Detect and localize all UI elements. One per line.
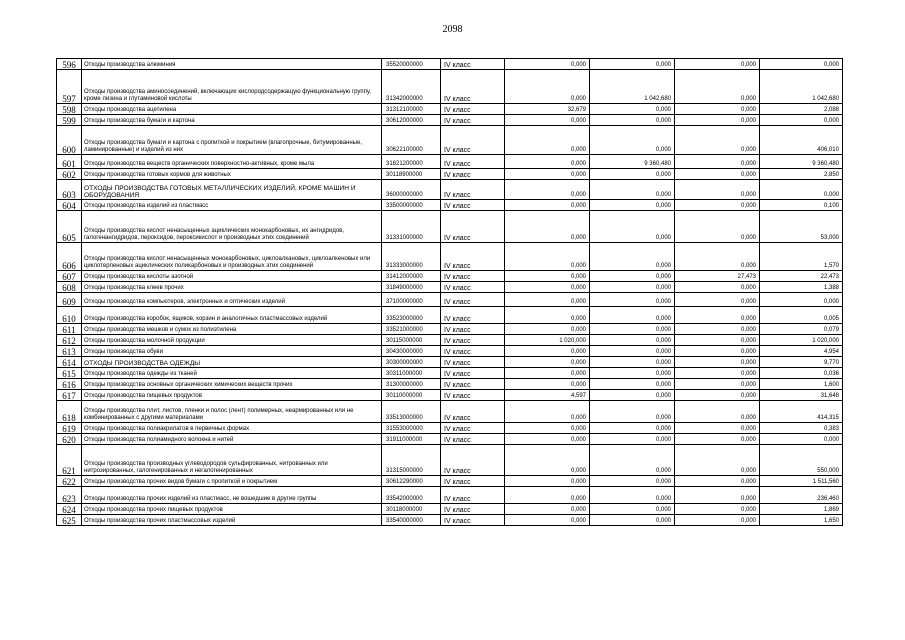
value-2: 0,000 — [590, 324, 675, 335]
value-3: 0,000 — [675, 59, 760, 70]
waste-code: 31553000000 — [382, 423, 441, 434]
waste-name: Отходы производства изделий из пластмасс — [82, 200, 382, 211]
value-3: 0,000 — [675, 211, 760, 243]
value-4: 0,000 — [760, 434, 843, 445]
table-row — [57, 115, 843, 126]
value-2: 0,000 — [590, 200, 675, 211]
value-3: 0,000 — [675, 243, 760, 271]
value-4: 2,088 — [760, 104, 843, 115]
waste-name: Отходы производства производных углеводородов сульфированных, нитрованных или нитрозированных, галогенированных и негалогенированных — [82, 445, 382, 476]
waste-code: 31849000000 — [382, 282, 441, 293]
value-1: 0,000 — [505, 346, 590, 357]
value-4: 0,000 — [760, 293, 843, 307]
value-4: 1 042,680 — [760, 70, 843, 104]
waste-name: ОТХОДЫ ПРОИЗВОДСТВА ОДЕЖДЫ — [82, 357, 382, 368]
hazard-class: IV класс — [441, 335, 505, 346]
row-number: 618 — [57, 401, 82, 423]
waste-name: Отходы производства прочих пищевых продуктов — [82, 504, 382, 515]
hazard-class: IV класс — [441, 155, 505, 169]
value-4: 414,315 — [760, 401, 843, 423]
value-3: 0,000 — [675, 180, 760, 200]
value-3: 27,473 — [675, 271, 760, 282]
row-number: 622 — [57, 476, 82, 487]
hazard-class: IV класс — [441, 434, 505, 445]
waste-name: Отходы производства алюминия — [82, 59, 382, 70]
waste-code: 36000000000 — [382, 180, 441, 200]
value-4: 0,383 — [760, 423, 843, 434]
table-row — [57, 346, 843, 357]
row-number: 599 — [57, 115, 82, 126]
value-2: 0,000 — [590, 104, 675, 115]
hazard-class: IV класс — [441, 379, 505, 390]
table-row — [57, 104, 843, 115]
value-4: 1,869 — [760, 504, 843, 515]
value-3: 0,000 — [675, 504, 760, 515]
waste-name: Отходы производства клеев прочих — [82, 282, 382, 293]
table-row — [57, 390, 843, 401]
waste-code: 30612290000 — [382, 476, 441, 487]
waste-name: Отходы производства пищевых продуктов — [82, 390, 382, 401]
hazard-class: IV класс — [441, 515, 505, 526]
row-number: 596 — [57, 59, 82, 70]
value-1: 1 020,000 — [505, 335, 590, 346]
hazard-class: IV класс — [441, 126, 505, 155]
value-3: 0,000 — [675, 423, 760, 434]
hazard-class: IV класс — [441, 504, 505, 515]
value-1: 0,000 — [505, 200, 590, 211]
table-row — [57, 70, 843, 104]
waste-name: Отходы производства бумаги и картона с пропиткой и покрытием (влагопрочные, битумированные, ламинированные) и изделий из них — [82, 126, 382, 155]
value-4: 22,473 — [760, 271, 843, 282]
waste-code: 31821200000 — [382, 155, 441, 169]
value-1: 0,000 — [505, 169, 590, 180]
waste-code: 30622100000 — [382, 126, 441, 155]
hazard-class: IV класс — [441, 169, 505, 180]
value-1: 0,000 — [505, 180, 590, 200]
value-2: 0,000 — [590, 476, 675, 487]
waste-name: Отходы производства прочих изделий из пластмасс, не вошедшие в другие группы — [82, 487, 382, 504]
value-4: 1,388 — [760, 282, 843, 293]
waste-code: 37100000000 — [382, 293, 441, 307]
value-1: 0,000 — [505, 487, 590, 504]
waste-name: Отходы производства кислот ненасыщенных ациклических монокарбоновых, их ангидридов, галогенангидридов, пероксидов, пероксикислот и производных этих соединений — [82, 211, 382, 243]
value-2: 0,000 — [590, 293, 675, 307]
table-row — [57, 293, 843, 307]
row-number: 613 — [57, 346, 82, 357]
value-1: 0,000 — [505, 368, 590, 379]
value-1: 0,000 — [505, 70, 590, 104]
row-number: 617 — [57, 390, 82, 401]
hazard-class: IV класс — [441, 307, 505, 324]
value-4: 4,954 — [760, 346, 843, 357]
value-2: 0,000 — [590, 180, 675, 200]
row-number: 610 — [57, 307, 82, 324]
value-4: 1,600 — [760, 379, 843, 390]
value-3: 0,000 — [675, 390, 760, 401]
value-2: 0,000 — [590, 307, 675, 324]
value-4: 550,000 — [760, 445, 843, 476]
table-row — [57, 243, 843, 271]
row-number: 608 — [57, 282, 82, 293]
hazard-class: IV класс — [441, 180, 505, 200]
table-row — [57, 155, 843, 169]
value-4: 9 360,480 — [760, 155, 843, 169]
value-1: 0,000 — [505, 155, 590, 169]
row-number: 605 — [57, 211, 82, 243]
table-row — [57, 282, 843, 293]
row-number: 625 — [57, 515, 82, 526]
value-1: 0,000 — [505, 282, 590, 293]
value-3: 0,000 — [675, 282, 760, 293]
table-body — [57, 59, 843, 526]
table-row — [57, 487, 843, 504]
waste-code: 31333000000 — [382, 243, 441, 271]
value-3: 0,000 — [675, 346, 760, 357]
waste-name: Отходы производства одежды из тканей — [82, 368, 382, 379]
row-number: 601 — [57, 155, 82, 169]
waste-code: 31300000000 — [382, 379, 441, 390]
waste-name: Отходы производства ацетилена — [82, 104, 382, 115]
row-number: 597 — [57, 70, 82, 104]
row-number: 609 — [57, 293, 82, 307]
waste-code: 30118900000 — [382, 169, 441, 180]
waste-name: Отходы производства молочной продукции — [82, 335, 382, 346]
value-2: 9 360,480 — [590, 155, 675, 169]
value-2: 0,000 — [590, 487, 675, 504]
hazard-class: IV класс — [441, 282, 505, 293]
value-4: 0,000 — [760, 115, 843, 126]
value-3: 0,000 — [675, 515, 760, 526]
hazard-class: IV класс — [441, 476, 505, 487]
value-4: 9,770 — [760, 357, 843, 368]
waste-name: Отходы производства прочих пластмассовых изделий — [82, 515, 382, 526]
table-row — [57, 324, 843, 335]
waste-code: 30430000000 — [382, 346, 441, 357]
waste-name: Отходы производства плит, листов, пленки и полос (лент) полимерных, неармированных или не комбинированных с другими материалами — [82, 401, 382, 423]
table-row — [57, 445, 843, 476]
table-row — [57, 335, 843, 346]
row-number: 602 — [57, 169, 82, 180]
value-4: 0,036 — [760, 368, 843, 379]
value-2: 0,000 — [590, 357, 675, 368]
value-1: 0,000 — [505, 357, 590, 368]
value-1: 32,679 — [505, 104, 590, 115]
waste-code: 31911000000 — [382, 434, 441, 445]
hazard-class: IV класс — [441, 243, 505, 271]
waste-name: Отходы производства компьютеров, электронных и оптических изделий — [82, 293, 382, 307]
value-2: 0,000 — [590, 243, 675, 271]
hazard-class: IV класс — [441, 357, 505, 368]
row-number: 606 — [57, 243, 82, 271]
value-3: 0,000 — [675, 434, 760, 445]
value-2: 0,000 — [590, 169, 675, 180]
waste-code: 30311000000 — [382, 368, 441, 379]
row-number: 616 — [57, 379, 82, 390]
value-4: 0,000 — [760, 180, 843, 200]
row-number: 598 — [57, 104, 82, 115]
row-number: 621 — [57, 445, 82, 476]
value-1: 0,000 — [505, 115, 590, 126]
value-4: 1 020,000 — [760, 335, 843, 346]
hazard-class: IV класс — [441, 104, 505, 115]
value-3: 0,000 — [675, 70, 760, 104]
value-2: 0,000 — [590, 434, 675, 445]
row-number: 615 — [57, 368, 82, 379]
value-4: 1 511,560 — [760, 476, 843, 487]
table-row — [57, 59, 843, 70]
value-4: 0,005 — [760, 307, 843, 324]
value-4: 53,000 — [760, 211, 843, 243]
hazard-class: IV класс — [441, 401, 505, 423]
waste-name: Отходы производства аминосоединений, включающих кислородсодержащую функциональную группу, кроме лизина и глутаминовой кислоты — [82, 70, 382, 104]
value-2: 0,000 — [590, 59, 675, 70]
hazard-class: IV класс — [441, 115, 505, 126]
hazard-class: IV класс — [441, 70, 505, 104]
hazard-class: IV класс — [441, 271, 505, 282]
waste-name: Отходы производства прочих видов бумаги с пропиткой и покрытием — [82, 476, 382, 487]
value-3: 0,000 — [675, 200, 760, 211]
page-number: 2098 — [442, 24, 463, 35]
waste-code: 33500000000 — [382, 200, 441, 211]
value-2: 0,000 — [590, 115, 675, 126]
row-number: 607 — [57, 271, 82, 282]
value-2: 0,000 — [590, 423, 675, 434]
row-number: 624 — [57, 504, 82, 515]
waste-code: 30612000000 — [382, 115, 441, 126]
waste-code: 31412000000 — [382, 271, 441, 282]
waste-code: 35520000000 — [382, 59, 441, 70]
hazard-class: IV класс — [441, 293, 505, 307]
value-2: 1 042,680 — [590, 70, 675, 104]
value-2: 0,000 — [590, 379, 675, 390]
value-1: 4,597 — [505, 390, 590, 401]
table-row — [57, 180, 843, 200]
table-row — [57, 357, 843, 368]
waste-name: Отходы производства готовых кормов для животных — [82, 169, 382, 180]
value-3: 0,000 — [675, 324, 760, 335]
value-4: 1,650 — [760, 515, 843, 526]
waste-name: Отходы производства коробок, ящиков, корзин и аналогичных пластмассовых изделий — [82, 307, 382, 324]
hazard-class: IV класс — [441, 445, 505, 476]
waste-name: Отходы производства кислоты азотной — [82, 271, 382, 282]
table-row — [57, 423, 843, 434]
waste-name: ОТХОДЫ ПРОИЗВОДСТВА ГОТОВЫХ МЕТАЛЛИЧЕСКИХ ИЗДЕЛИЙ, КРОМЕ МАШИН И ОБОРУДОВАНИЯ — [82, 180, 382, 200]
row-number: 619 — [57, 423, 82, 434]
table-row — [57, 200, 843, 211]
value-2: 0,000 — [590, 445, 675, 476]
table-row — [57, 271, 843, 282]
table-row — [57, 476, 843, 487]
value-4: 2,850 — [760, 169, 843, 180]
value-4: 0,079 — [760, 324, 843, 335]
value-2: 0,000 — [590, 515, 675, 526]
waste-code: 31331000000 — [382, 211, 441, 243]
hazard-class: IV класс — [441, 324, 505, 335]
waste-name: Отходы производства обуви — [82, 346, 382, 357]
hazard-class: IV класс — [441, 346, 505, 357]
waste-code: 33542000000 — [382, 487, 441, 504]
value-3: 0,000 — [675, 357, 760, 368]
waste-table — [56, 58, 843, 526]
table-row — [57, 169, 843, 180]
hazard-class: IV класс — [441, 390, 505, 401]
table-row — [57, 379, 843, 390]
value-3: 0,000 — [675, 335, 760, 346]
value-4: 236,460 — [760, 487, 843, 504]
value-1: 0,000 — [505, 211, 590, 243]
value-3: 0,000 — [675, 368, 760, 379]
value-3: 0,000 — [675, 487, 760, 504]
waste-name: Отходы производства полиамидного волокна и нитей — [82, 434, 382, 445]
value-4: 31,648 — [760, 390, 843, 401]
waste-code: 33513000000 — [382, 401, 441, 423]
value-3: 0,000 — [675, 476, 760, 487]
value-2: 0,000 — [590, 335, 675, 346]
waste-name: Отходы производства веществ органических поверхностно-активных, кроме мыла — [82, 155, 382, 169]
table-row — [57, 368, 843, 379]
waste-code: 31315000000 — [382, 445, 441, 476]
value-1: 0,000 — [505, 293, 590, 307]
value-1: 0,000 — [505, 504, 590, 515]
waste-code: 30300000000 — [382, 357, 441, 368]
value-3: 0,000 — [675, 155, 760, 169]
value-3: 0,000 — [675, 126, 760, 155]
hazard-class: IV класс — [441, 368, 505, 379]
row-number: 611 — [57, 324, 82, 335]
waste-code: 31312100000 — [382, 104, 441, 115]
table-row — [57, 211, 843, 243]
waste-code: 30118000000 — [382, 504, 441, 515]
value-4: 406,010 — [760, 126, 843, 155]
value-3: 0,000 — [675, 379, 760, 390]
table-row — [57, 504, 843, 515]
value-1: 0,000 — [505, 476, 590, 487]
value-2: 0,000 — [590, 368, 675, 379]
value-3: 0,000 — [675, 293, 760, 307]
value-1: 0,000 — [505, 243, 590, 271]
value-2: 0,000 — [590, 211, 675, 243]
waste-code: 31342000000 — [382, 70, 441, 104]
waste-code: 30115000000 — [382, 335, 441, 346]
value-3: 0,000 — [675, 401, 760, 423]
value-2: 0,000 — [590, 401, 675, 423]
value-4: 1,570 — [760, 243, 843, 271]
waste-code: 33523000000 — [382, 307, 441, 324]
value-4: 0,100 — [760, 200, 843, 211]
value-2: 0,000 — [590, 390, 675, 401]
row-number: 623 — [57, 487, 82, 504]
hazard-class: IV класс — [441, 59, 505, 70]
hazard-class: IV класс — [441, 487, 505, 504]
value-3: 0,000 — [675, 115, 760, 126]
table-row — [57, 515, 843, 526]
value-3: 0,000 — [675, 307, 760, 324]
row-number: 604 — [57, 200, 82, 211]
value-1: 0,000 — [505, 307, 590, 324]
hazard-class: IV класс — [441, 200, 505, 211]
table-row — [57, 434, 843, 445]
table-row — [57, 126, 843, 155]
value-4: 0,000 — [760, 59, 843, 70]
value-2: 0,000 — [590, 271, 675, 282]
value-1: 0,000 — [505, 379, 590, 390]
row-number: 600 — [57, 126, 82, 155]
value-1: 0,000 — [505, 59, 590, 70]
value-2: 0,000 — [590, 282, 675, 293]
value-1: 0,000 — [505, 126, 590, 155]
table-row — [57, 307, 843, 324]
value-3: 0,000 — [675, 104, 760, 115]
value-3: 0,000 — [675, 445, 760, 476]
value-1: 0,000 — [505, 423, 590, 434]
waste-name: Отходы производства основных органических химических веществ прочих — [82, 379, 382, 390]
value-1: 0,000 — [505, 445, 590, 476]
value-3: 0,000 — [675, 169, 760, 180]
value-1: 0,000 — [505, 515, 590, 526]
waste-name: Отходы производства мешков и сумок из полиэтилена — [82, 324, 382, 335]
value-1: 0,000 — [505, 401, 590, 423]
waste-name: Отходы производства полиакрилатов в первичных формах — [82, 423, 382, 434]
row-number: 612 — [57, 335, 82, 346]
value-2: 0,000 — [590, 346, 675, 357]
hazard-class: IV класс — [441, 423, 505, 434]
row-number: 603 — [57, 180, 82, 200]
value-1: 0,000 — [505, 324, 590, 335]
waste-name: Отходы производства кислот ненасыщенных монокарбоновых, циклоалкановых, циклоалкеновых или циклотерпеновых ациклических поликарбоновых и производных этих соединений — [82, 243, 382, 271]
table-row — [57, 401, 843, 423]
waste-name: Отходы производства бумаги и картона — [82, 115, 382, 126]
value-1: 0,000 — [505, 271, 590, 282]
waste-code: 33540000000 — [382, 515, 441, 526]
hazard-class: IV класс — [441, 211, 505, 243]
waste-code: 33521000000 — [382, 324, 441, 335]
value-2: 0,000 — [590, 126, 675, 155]
row-number: 620 — [57, 434, 82, 445]
value-2: 0,000 — [590, 504, 675, 515]
value-1: 0,000 — [505, 434, 590, 445]
waste-code: 30110000000 — [382, 390, 441, 401]
row-number: 614 — [57, 357, 82, 368]
